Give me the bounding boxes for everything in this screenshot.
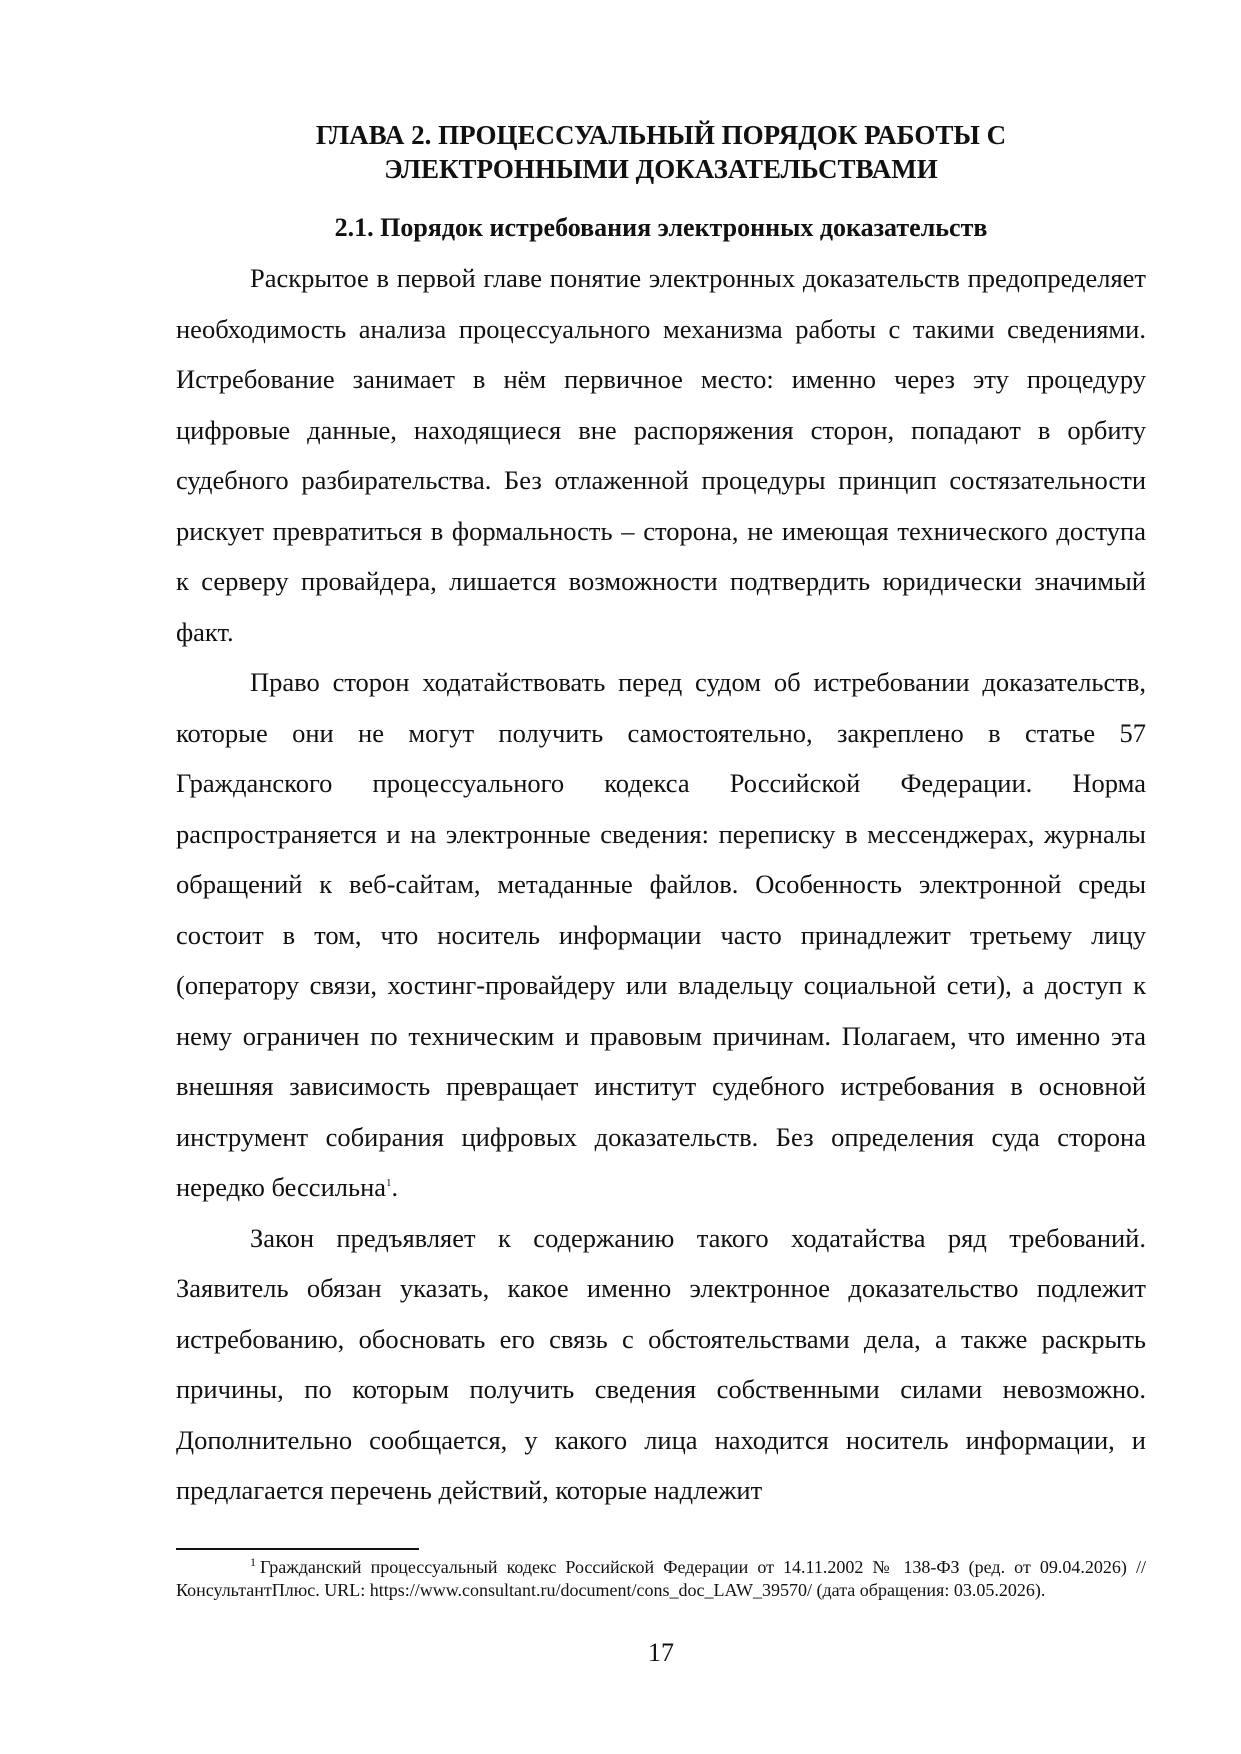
paragraph-2 <box>176 657 1146 1213</box>
page-number: 17 <box>648 1638 674 1667</box>
section-title: 2.1. Порядок истребования электронных доказательств <box>334 213 988 242</box>
paragraph-2-end: . <box>391 1172 399 1202</box>
footnote-mark: 1 <box>250 1555 256 1569</box>
chapter-title <box>176 118 1146 186</box>
footnote <box>176 1556 1146 1602</box>
chapter-title-line-1: ГЛАВА 2. ПРОЦЕССУАЛЬНЫЙ ПОРЯДОК РАБОТЫ С <box>315 120 1007 150</box>
chapter-title-line-2: ЭЛЕКТРОННЫМИ ДОКАЗАТЕЛЬСТВАМИ <box>384 154 938 184</box>
paragraph-1: Раскрытое в первой главе понятие электронных доказательств предопределяет необходимость анализа процессуального механизма работы с такими сведениями. Истребование занимает в нём первичное место: именно через эту процедуру цифровые данные, находящиеся вне распоряжения сторон, попадают в орбиту судебного разбирательства. Без отлаженной процедуры принцип состязательности рискует превратиться в формальность – сторона, не имеющая технического доступа к серверу провайдера, лишается возможности подтвердить юридически значимый факт. <box>176 263 1146 647</box>
paragraph-3: Закон предъявляет к содержанию такого ходатайства ряд требований. Заявитель обязан указать, какое именно электронное доказательство подлежит истребованию, обосновать его связь с обстоятельствами дела, а также раскрыть причины, по которым получить сведения собственными силами невозможно. Дополнительно сообщается, у какого лица находится носитель информации, и предлагается перечень действий, которые надлежит <box>176 1222 1146 1505</box>
footnote-text: Гражданский процессуальный кодекс Российской Федерации от 14.11.2002 № 138-ФЗ (ред. от 09.04.2026) // КонсультантПлюс. URL: https://www.consultant.ru/document/cons_doc_LAW_39570/ (дата обращения: 03.05.2026). <box>176 1557 1146 1600</box>
footnote-reference[interactable]: 1 <box>386 1177 392 1190</box>
footnote-separator <box>176 1548 419 1550</box>
body-text <box>176 253 1146 1516</box>
paragraph-2-text: Право сторон ходатайствовать перед судом об истребовании доказательств, которые они не могут получить самостоятельно, закреплено в статье 57 Гражданского процессуального кодекса Российской Федерации. Норма распространяется и на электронные сведения: переписку в мессенджерах, журналы обращений к веб-сайтам, метаданные файлов. Особенность электронной среды состоит в том, что носитель информации часто принадлежит третьему лицу (оператору связи, хостинг-провайдеру или владельцу социальной сети), а доступ к нему ограничен по техническим и правовым причинам. Полагаем, что именно эта внешняя зависимость превращает институт судебного истребования в основной инструмент собирания цифровых доказательств. Без определения суда сторона нередко бессильна <box>176 667 1146 1202</box>
